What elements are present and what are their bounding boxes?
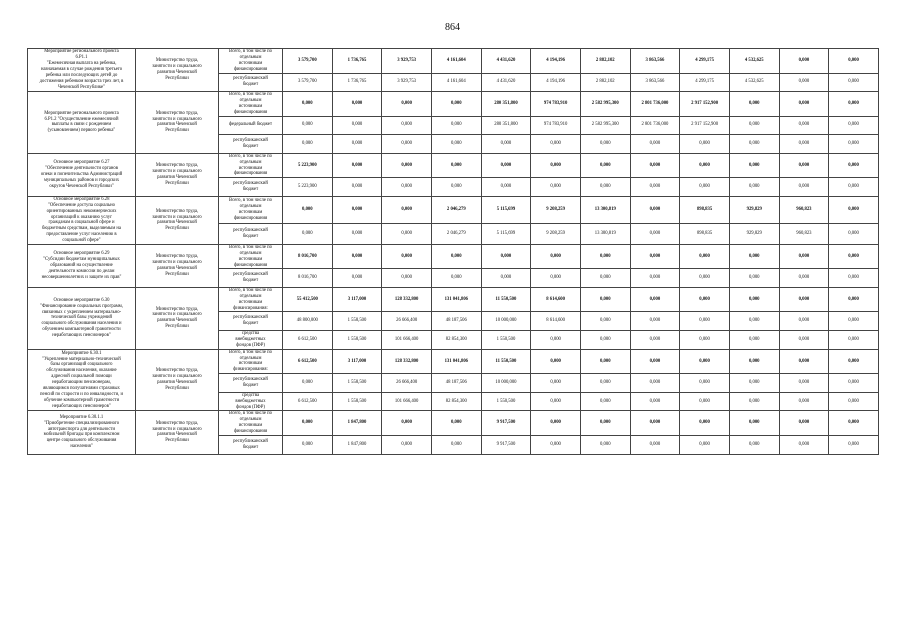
amount-cell: 0,000 [283,411,333,436]
executor-cell: Министерство труда, занятости и социального развития Чеченской Республики [136,349,219,411]
amount-cell: 0,000 [580,435,630,454]
amount-cell: 0,000 [779,287,829,312]
amount-cell: 0,000 [481,178,531,197]
amount-cell: 0,000 [580,287,630,312]
amount-cell: 0,000 [580,135,630,154]
amount-cell: 0,000 [531,435,581,454]
amount-cell: 0,000 [729,92,779,117]
amount-cell: 26 666,400 [382,374,432,393]
amount-cell: 0,000 [779,49,829,74]
amount-cell: 0,000 [431,435,481,454]
amount-cell: 0,000 [829,135,879,154]
amount-cell: 0,000 [829,244,879,269]
amount-cell: 82 854,300 [431,331,481,350]
amount-cell: 0,000 [779,349,829,374]
amount-cell: 0,000 [779,331,829,350]
amount-cell: 1 550,500 [481,331,531,350]
amount-cell: 0,000 [332,178,382,197]
event-title: Мероприятие 6.30.1 "Укрепление материально-технической базы организаций социального обслуживания населения, оказание адресной социальной помощи неработающим пенсионерам, являющимся получателями страховых пенсий по старости и по инвалидности, и обучение компьютерной грамотности неработающих пенсионеров" [28,349,136,411]
funding-source-cell: республиканский бюджет [219,224,283,245]
amount-cell: 13 300,819 [580,224,630,245]
amount-cell: 0,000 [729,269,779,288]
amount-cell: 0,000 [431,178,481,197]
amount-cell: 0,000 [580,349,630,374]
amount-cell: 0,000 [283,116,333,135]
amount-cell: 0,000 [729,374,779,393]
executor-cell: Министерство труда, занятости и социального развития Чеченской Республики [136,49,219,92]
table-row [28,153,879,178]
amount-cell: 9 917,500 [481,411,531,436]
amount-cell: 101 666,400 [382,331,432,350]
funding-source-cell: республиканский бюджет [219,312,283,331]
amount-cell: 0,000 [779,116,829,135]
amount-cell: 4 194,196 [531,49,581,74]
amount-cell: 2 882,102 [580,73,630,92]
amount-cell: 0,000 [829,153,879,178]
amount-cell: 0,000 [630,349,680,374]
executor-cell: Министерство труда, занятости и социального развития Чеченской Республики [136,92,219,154]
amount-cell: 0,000 [332,196,382,223]
amount-cell: 0,000 [729,435,779,454]
amount-cell: 2 046,279 [431,196,481,223]
amount-cell: 0,000 [431,269,481,288]
amount-cell: 0,000 [829,92,879,117]
amount-cell: 0,000 [580,178,630,197]
amount-cell: 0,000 [829,269,879,288]
amount-cell: 0,000 [531,269,581,288]
amount-cell: 3 117,000 [332,349,382,374]
amount-cell: 0,000 [779,135,829,154]
amount-cell: 0,000 [779,92,829,117]
amount-cell: 0,000 [680,411,730,436]
amount-cell: 1 558,500 [332,331,382,350]
amount-cell: 0,000 [630,196,680,223]
amount-cell: 1 550,500 [481,392,531,411]
amount-cell: 1 847,800 [332,411,382,436]
amount-cell: 0,000 [729,331,779,350]
funding-source-cell: республиканский бюджет [219,73,283,92]
amount-cell: 0,000 [829,411,879,436]
amount-cell: 0,000 [779,269,829,288]
amount-cell: 0,000 [531,135,581,154]
amount-cell: 0,000 [829,312,879,331]
amount-cell: 0,000 [481,244,531,269]
table-row [28,196,879,223]
amount-cell: 0,000 [680,135,730,154]
amount-cell: 0,000 [680,244,730,269]
amount-cell: 8 016,700 [283,244,333,269]
amount-cell: 0,000 [580,153,630,178]
amount-cell: 0,000 [481,135,531,154]
amount-cell: 0,000 [531,392,581,411]
amount-cell: 131 041,806 [431,349,481,374]
funding-source-cell: Всего, в том числе по отдельным источникам финансирования [219,196,283,223]
amount-cell: 1 736,765 [332,73,382,92]
amount-cell: 0,000 [382,224,432,245]
amount-cell: 3 579,700 [283,49,333,74]
amount-cell: 0,000 [779,374,829,393]
amount-cell: 8 614,600 [531,312,581,331]
amount-cell: 6 612,500 [283,349,333,374]
amount-cell: 0,000 [729,349,779,374]
amount-cell: 974 783,910 [531,92,581,117]
amount-cell: 0,000 [630,374,680,393]
amount-cell: 0,000 [829,331,879,350]
amount-cell: 0,000 [382,244,432,269]
amount-cell: 0,000 [332,116,382,135]
amount-cell: 2 582 995,300 [580,92,630,117]
event-title: Основное мероприятие 6.29 "Субсидии бюджетам муниципальных образований на осуществление деятельности комиссии по делам несовершеннолетних и защите их прав" [28,244,136,287]
amount-cell: 0,000 [630,331,680,350]
funding-source-cell: республиканский бюджет [219,269,283,288]
amount-cell: 0,000 [382,435,432,454]
amount-cell: 0,000 [382,135,432,154]
amount-cell: 0,000 [829,224,879,245]
amount-cell: 0,000 [531,411,581,436]
amount-cell: 0,000 [829,349,879,374]
amount-cell: 0,000 [829,73,879,92]
amount-cell: 0,000 [779,153,829,178]
amount-cell: 1 558,500 [332,312,382,331]
amount-cell: 48 187,506 [431,374,481,393]
amount-cell: 2 882,102 [580,49,630,74]
amount-cell: 0,000 [283,135,333,154]
amount-cell: 3 929,753 [382,49,432,74]
amount-cell: 5 223,900 [283,178,333,197]
amount-cell: 960,823 [779,196,829,223]
amount-cell: 6 612,500 [283,331,333,350]
amount-cell: 0,000 [332,92,382,117]
amount-cell: 4 194,196 [531,73,581,92]
amount-cell: 0,000 [829,116,879,135]
amount-cell: 0,000 [580,244,630,269]
amount-cell: 0,000 [779,244,829,269]
amount-cell: 8 614,600 [531,287,581,312]
executor-cell: Министерство труда, занятости и социального развития Чеченской Республики [136,287,219,349]
amount-cell: 0,000 [829,374,879,393]
table-row [28,411,879,436]
amount-cell: 0,000 [332,135,382,154]
amount-cell: 0,000 [779,435,829,454]
amount-cell: 0,000 [431,153,481,178]
amount-cell: 0,000 [431,116,481,135]
amount-cell: 0,000 [382,269,432,288]
amount-cell: 0,000 [630,287,680,312]
amount-cell: 128 332,800 [382,349,432,374]
amount-cell: 131 041,806 [431,287,481,312]
amount-cell: 1 736,765 [332,49,382,74]
amount-cell: 2 582 995,300 [580,116,630,135]
amount-cell: 11 550,500 [481,349,531,374]
funding-source-cell: республиканский бюджет [219,178,283,197]
amount-cell: 0,000 [382,196,432,223]
amount-cell: 9 208,259 [531,224,581,245]
amount-cell: 3 579,700 [283,73,333,92]
amount-cell: 0,000 [630,435,680,454]
amount-cell: 4 431,620 [481,49,531,74]
amount-cell: 0,000 [829,49,879,74]
amount-cell: 929,829 [729,224,779,245]
amount-cell: 0,000 [729,153,779,178]
amount-cell: 0,000 [630,269,680,288]
funding-source-cell: Всего, в том числе по отдельным источникам финансирования: [219,287,283,312]
amount-cell: 6 612,500 [283,392,333,411]
amount-cell: 0,000 [779,392,829,411]
amount-cell: 0,000 [829,435,879,454]
amount-cell: 0,000 [481,269,531,288]
amount-cell: 128 332,800 [382,287,432,312]
event-title: Мероприятие 6.30.1.1 "Приобретение специализированного автотранспорта для деятельности мобильной бригады при комплексном центре социального обслуживания населения" [28,411,136,454]
amount-cell: 0,000 [283,374,333,393]
funding-source-cell: республиканский бюджет [219,135,283,154]
executor-cell: Министерство труда, занятости и социального развития Чеченской Республики [136,244,219,287]
amount-cell: 0,000 [332,244,382,269]
amount-cell: 3 863,566 [630,49,680,74]
amount-cell: 0,000 [680,312,730,331]
amount-cell: 5 223,900 [283,153,333,178]
amount-cell: 9 917,500 [481,435,531,454]
amount-cell: 960,823 [779,224,829,245]
amount-cell: 0,000 [779,178,829,197]
amount-cell: 0,000 [630,224,680,245]
amount-cell: 55 412,500 [283,287,333,312]
funding-source-cell: республиканский бюджет [219,374,283,393]
amount-cell: 0,000 [580,411,630,436]
budget-table [27,48,879,455]
amount-cell: 0,000 [779,73,829,92]
amount-cell: 1 558,500 [332,374,382,393]
funding-source-cell: федеральный бюджет [219,116,283,135]
table-row [28,287,879,312]
table-row [28,49,879,74]
amount-cell: 0,000 [779,312,829,331]
amount-cell: 0,000 [680,331,730,350]
amount-cell: 4 299,175 [680,49,730,74]
amount-cell: 0,000 [382,153,432,178]
amount-cell: 10 000,000 [481,374,531,393]
amount-cell: 0,000 [531,349,581,374]
amount-cell: 2 046,279 [431,224,481,245]
amount-cell: 0,000 [630,411,680,436]
amount-cell: 4 532,625 [729,73,779,92]
amount-cell: 0,000 [283,196,333,223]
amount-cell: 0,000 [431,244,481,269]
amount-cell: 280 351,800 [481,116,531,135]
amount-cell: 0,000 [630,312,680,331]
amount-cell: 0,000 [431,135,481,154]
amount-cell: 0,000 [332,269,382,288]
amount-cell: 3 117,000 [332,287,382,312]
amount-cell: 0,000 [680,392,730,411]
amount-cell: 2 801 736,000 [630,92,680,117]
amount-cell: 0,000 [729,312,779,331]
amount-cell: 0,000 [680,269,730,288]
amount-cell: 4 532,625 [729,49,779,74]
amount-cell: 0,000 [729,411,779,436]
amount-cell: 0,000 [382,116,432,135]
amount-cell: 0,000 [332,224,382,245]
amount-cell: 0,000 [531,244,581,269]
funding-source-cell: Всего, в том числе по отдельным источникам финансирования [219,411,283,436]
amount-cell: 0,000 [431,92,481,117]
amount-cell: 0,000 [829,392,879,411]
amount-cell: 0,000 [283,224,333,245]
amount-cell: 0,000 [531,374,581,393]
amount-cell: 0,000 [630,392,680,411]
amount-cell: 26 666,400 [382,312,432,331]
amount-cell: 0,000 [829,196,879,223]
amount-cell: 0,000 [779,411,829,436]
amount-cell: 0,000 [531,331,581,350]
amount-cell: 0,000 [531,178,581,197]
amount-cell: 3 929,753 [382,73,432,92]
amount-cell: 929,829 [729,196,779,223]
amount-cell: 82 854,300 [431,392,481,411]
page-number: 864 [445,22,460,33]
event-title: Основное мероприятие 6.28 "Обеспечение доступа социально ориентированных некоммерческих организаций к оказанию услуг гражданам в социальной сфере и бюджетным средствам, выделяемым на предоставление услуг населению в социальной сфере" [28,196,136,244]
amount-cell: 0,000 [680,435,730,454]
event-title: Мероприятие регионального проекта 6.P1.2 "Осуществление ежемесячной выплаты в связи с рождением (усыновлением) первого ребенка" [28,92,136,154]
amount-cell: 0,000 [829,287,879,312]
amount-cell: 0,000 [630,244,680,269]
amount-cell: 0,000 [630,178,680,197]
funding-source-cell: средства внебюджетных фондов (ПФР) [219,392,283,411]
amount-cell: 0,000 [580,312,630,331]
amount-cell: 101 666,400 [382,392,432,411]
amount-cell: 5 115,699 [481,196,531,223]
amount-cell: 0,000 [680,349,730,374]
amount-cell: 0,000 [283,435,333,454]
amount-cell: 2 917 152,900 [680,116,730,135]
amount-cell: 0,000 [729,392,779,411]
amount-cell: 48 800,000 [283,312,333,331]
amount-cell: 0,000 [729,287,779,312]
amount-cell: 898,835 [680,224,730,245]
amount-cell: 0,000 [680,178,730,197]
amount-cell: 0,000 [630,153,680,178]
event-title: Мероприятие регионального проекта 6.P1.1 "Ежемесячная выплата на ребенка, назначаемая в случае рождения третьего ребенка или последующих детей до достижения ребенком возраста трех лет, в Чеченской Республике" [28,49,136,92]
executor-cell: Министерство труда, занятости и социального развития Чеченской Республики [136,153,219,196]
executor-cell: Министерство труда, занятости и социального развития Чеченской Республики [136,196,219,244]
amount-cell: 0,000 [382,92,432,117]
amount-cell: 0,000 [431,411,481,436]
amount-cell: 0,000 [729,116,779,135]
amount-cell: 10 000,000 [481,312,531,331]
amount-cell: 0,000 [580,374,630,393]
amount-cell: 1 847,800 [332,435,382,454]
event-title: Основное мероприятие 6.27 "Обеспечение деятельности органов опеки и попечительства Администраций муниципальных районов и городских округов Чеченской Республики" [28,153,136,196]
budget-table-body [28,49,879,455]
amount-cell: 5 115,699 [481,224,531,245]
amount-cell: 0,000 [729,178,779,197]
amount-cell: 4 299,175 [680,73,730,92]
funding-source-cell: Всего, в том числе по отдельным источникам финансирования [219,92,283,117]
amount-cell: 4 161,604 [431,49,481,74]
funding-source-cell: Всего, в том числе по отдельным источникам финансирования: [219,349,283,374]
amount-cell: 0,000 [283,92,333,117]
amount-cell: 0,000 [680,153,730,178]
amount-cell: 11 550,500 [481,287,531,312]
amount-cell: 4 431,620 [481,73,531,92]
amount-cell: 0,000 [580,392,630,411]
amount-cell: 0,000 [332,153,382,178]
amount-cell: 2 917 152,900 [680,92,730,117]
funding-source-cell: республиканский бюджет [219,435,283,454]
amount-cell: 0,000 [382,178,432,197]
amount-cell: 280 351,800 [481,92,531,117]
amount-cell: 974 783,910 [531,116,581,135]
amount-cell: 898,835 [680,196,730,223]
amount-cell: 0,000 [580,269,630,288]
executor-cell: Министерство труда, занятости и социального развития Чеченской Республики [136,411,219,454]
amount-cell: 0,000 [630,135,680,154]
amount-cell: 0,000 [680,374,730,393]
amount-cell: 0,000 [580,331,630,350]
amount-cell: 1 558,500 [332,392,382,411]
funding-source-cell: средства внебюджетных фондов (ПФР) [219,331,283,350]
funding-source-cell: Всего, в том числе по отдельным источникам финансирования [219,49,283,74]
table-row [28,92,879,117]
amount-cell: 2 801 736,000 [630,116,680,135]
event-title: Основное мероприятие 6.30 "Финансирование социальных программ, связанных с укреплением материально- технической базы учреждений социального обслуживания населения и обучением компьютерной грамотности неработающих пенсионеров" [28,287,136,349]
amount-cell: 0,000 [829,178,879,197]
amount-cell: 0,000 [729,244,779,269]
table-row [28,244,879,269]
table-row [28,349,879,374]
funding-source-cell: Всего, в том числе по отдельным источникам финансирования [219,244,283,269]
amount-cell: 13 300,819 [580,196,630,223]
amount-cell: 0,000 [382,411,432,436]
amount-cell: 0,000 [531,153,581,178]
amount-cell: 0,000 [680,287,730,312]
amount-cell: 9 208,259 [531,196,581,223]
amount-cell: 0,000 [729,135,779,154]
funding-source-cell: Всего, в том числе по отдельным источникам финансирования [219,153,283,178]
amount-cell: 48 187,506 [431,312,481,331]
amount-cell: 4 161,604 [431,73,481,92]
amount-cell: 8 016,700 [283,269,333,288]
amount-cell: 3 863,566 [630,73,680,92]
amount-cell: 0,000 [481,153,531,178]
